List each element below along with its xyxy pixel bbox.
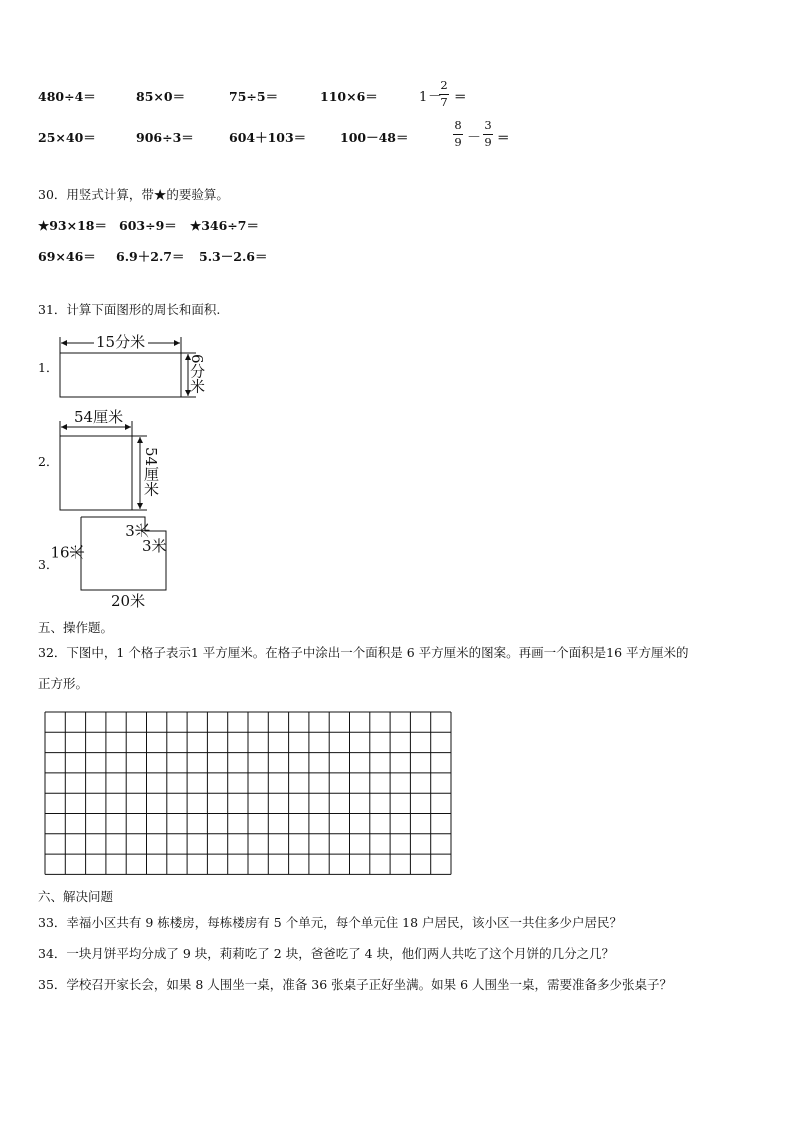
q35-text: 35．学校召开家长会，如果 8 人围坐一桌，准备 36 张桌子正好坐满。如果 6 人围坐一桌，需要准备多少张桌子？ [38,977,673,992]
numerator: 3 [484,118,492,132]
calc-item: 100－48＝ [340,130,409,145]
height-label: 6分米 [188,354,206,394]
calc-item: 480÷4＝ [38,89,96,104]
calc-item: 603÷9＝ [119,218,177,233]
bottom-label: 20米 [111,592,146,610]
figure-number: 2． [38,454,59,469]
calc-item: 110×6＝ [320,89,378,104]
q32-text-line-2: 正方形。 [38,676,89,691]
width-label: 54厘米 [74,408,124,426]
width-label: 15分米 [96,333,146,351]
equals-sign: ＝ [497,130,510,145]
calc-item: 5.3－2.6＝ [199,249,268,264]
notch-vertical-label: 3米 [125,521,150,540]
q32-text-line-1: 32．下图中，1 个格子表示1 平方厘米。在格子中涂出一个面积是 6 平方厘米的图案。再画一个面积是16 平方厘米的 [38,645,689,660]
whole-number: 1 [419,90,428,105]
numerator: 2 [440,78,448,92]
denominator: 9 [484,134,492,149]
q30-title: 30．用竖式计算，带★的要验算。 [38,187,229,202]
calc-item: 69×46＝ [38,249,96,264]
minus-sign: － [467,130,481,146]
calc-item: 6.9＋2.7＝ [116,249,185,264]
figure-number: 1． [38,360,59,375]
calc-item: ★346÷7＝ [190,218,259,233]
q34-text: 34．一块月饼平均分成了 9 块，莉莉吃了 2 块，爸爸吃了 4 块，他们两人共吃了这个月饼的几分之几？ [38,946,615,961]
left-label: 16米 [50,543,85,562]
calc-item: 85×0＝ [136,89,186,104]
section-heading: 五、操作题。 [38,620,114,635]
calc-item: 25×40＝ [38,130,96,145]
q33-text: 33．幸福小区共有 9 栋楼房，每栋楼房有 5 个单元，每个单元住 18 户居民，该小区一共住多少户居民？ [38,915,623,930]
calc-item: 906÷3＝ [136,130,194,145]
equals-sign: ＝ [454,89,467,104]
figure-number: 3． [38,557,59,572]
notch-horizontal-label: 3米 [142,537,167,555]
numerator: 8 [454,118,462,132]
q31-title: 31．计算下面图形的周长和面积. [38,302,221,317]
minus-sign: － [428,89,442,105]
calc-item: 75÷5＝ [229,89,279,104]
calc-item: 604＋103＝ [229,130,307,145]
section-heading: 六、解决问题 [38,889,114,904]
denominator: 7 [440,94,448,109]
denominator: 9 [454,134,462,149]
height-label: 54厘米 [142,447,160,497]
calc-item: ★93×18＝ [38,218,107,233]
